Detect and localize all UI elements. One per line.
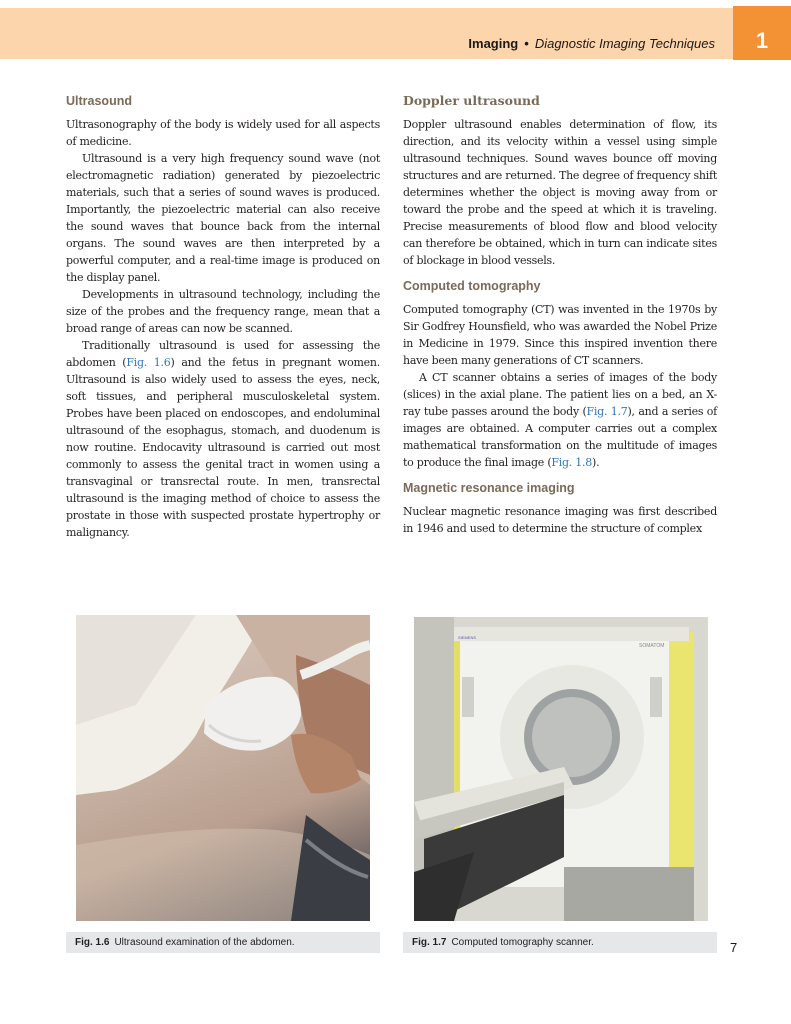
left-column [66, 93, 380, 541]
ultrasound-heading: Ultrasound [66, 94, 132, 108]
ultrasound-paragraph-1: Ultrasonography of the body is widely used for all aspects of medicine. [66, 118, 380, 148]
ct-scanner-illustration [414, 617, 708, 921]
ct-paragraph-1: Computed tomography (CT) was invented in the 1970s by Sir Godfrey Hounsfield, who was awarded the Nobel Prize in Medicine in 1979. Since this inspired invention there have been many generations of CT scanners. [403, 303, 717, 367]
header-subsection: Diagnostic Imaging Techniques [534, 36, 715, 51]
ultrasound-paragraph-4 [66, 337, 380, 541]
doppler-heading: Doppler ultrasound [403, 93, 540, 108]
ultrasound-paragraph-2: Ultrasound is a very high frequency sound wave (not electromagnetic radiation) generated by piezoelectric materials, such that a series of sound waves is produced. Importantly, the piezoelectric material can also receive the sound waves that bounce back from the internal organs. The sound waves are then interpreted by a powerful computer, and a real-time image is produced on the display panel. [66, 152, 380, 284]
text-run: ) and the fetus in pregnant women. Ultrasound is also widely used to assess the eyes, neck, soft tissues, and peripheral musculoskeletal system. Probes have been placed on endoscopes, and endoluminal ultrasound of the esophagus, stomach, and duodenum is now routine. Endocavity ultrasound is carried out most commonly to assess the genital tract in women using a transvaginal or transrectal route. In men, transrectal ultrasound is the imaging method of choice to assess the prostate in those with suspected prostate hypertrophy or malignancy. [66, 356, 380, 539]
text-run: A CT scanner obtains a series of images of the body (slices) in the axial plane. The patient lies on a bed, an X-ray tube passes around the body ( [403, 371, 717, 418]
ultrasound-photo [76, 615, 370, 921]
running-header-band [0, 8, 733, 59]
running-header [468, 36, 715, 51]
header-section: Imaging [468, 36, 519, 51]
figure-caption [66, 932, 380, 953]
caption-text: Ultrasound examination of the abdomen. [114, 937, 295, 948]
figure-number: Fig. 1.7 [412, 937, 447, 948]
scanner-brand-label: SIEMENS [458, 635, 477, 640]
ultrasound-paragraph-3: Developments in ultrasound technology, including the size of the probes and the frequency range, mean that a broad range of areas can now be scanned. [66, 288, 380, 335]
mri-heading: Magnetic resonance imaging [403, 481, 575, 495]
figure-number: Fig. 1.6 [75, 937, 110, 948]
mri-paragraph: Nuclear magnetic resonance imaging was first described in 1946 and used to determine the structure of complex [403, 505, 717, 535]
ct-heading: Computed tomography [403, 279, 541, 293]
caption-text: Computed tomography scanner. [451, 937, 594, 948]
figure-caption [403, 932, 717, 953]
figure-reference-link[interactable]: Fig. 1.7 [586, 405, 628, 418]
text-run: ), and a series of images are obtained. A computer carries out a complex mathematical transformation on the multitude of images to produce the final image ( [403, 405, 717, 469]
doppler-paragraph: Doppler ultrasound enables determination of flow, its direction, and its velocity within a vessel using simple ultrasound techniques. Sound waves bounce off moving structures and are returned. The degree of frequency shift determines whether the object is moving away from or toward the probe and the speed at which it is traveling. Precise measurements of blood flow and blood velocity can therefore be obtained, which in turn can indicate sites of blockage in blood vessels. [403, 118, 717, 267]
text-run: ). [592, 456, 600, 469]
header-bullet: • [524, 36, 529, 51]
ultrasound-photo-illustration [76, 615, 370, 921]
ct-scanner-photo [414, 617, 708, 921]
chapter-tab: 1 [733, 6, 791, 60]
scanner-model-label: SOMATOM [639, 643, 665, 649]
figure-reference-link[interactable]: Fig. 1.6 [126, 356, 171, 369]
right-column [403, 93, 717, 537]
page-number: 7 [730, 940, 738, 955]
figure-reference-link[interactable]: Fig. 1.8 [551, 456, 593, 469]
text-run: Traditionally ultrasound is used for assessing the abdomen ( [66, 339, 380, 369]
ct-paragraph-2 [403, 369, 717, 471]
